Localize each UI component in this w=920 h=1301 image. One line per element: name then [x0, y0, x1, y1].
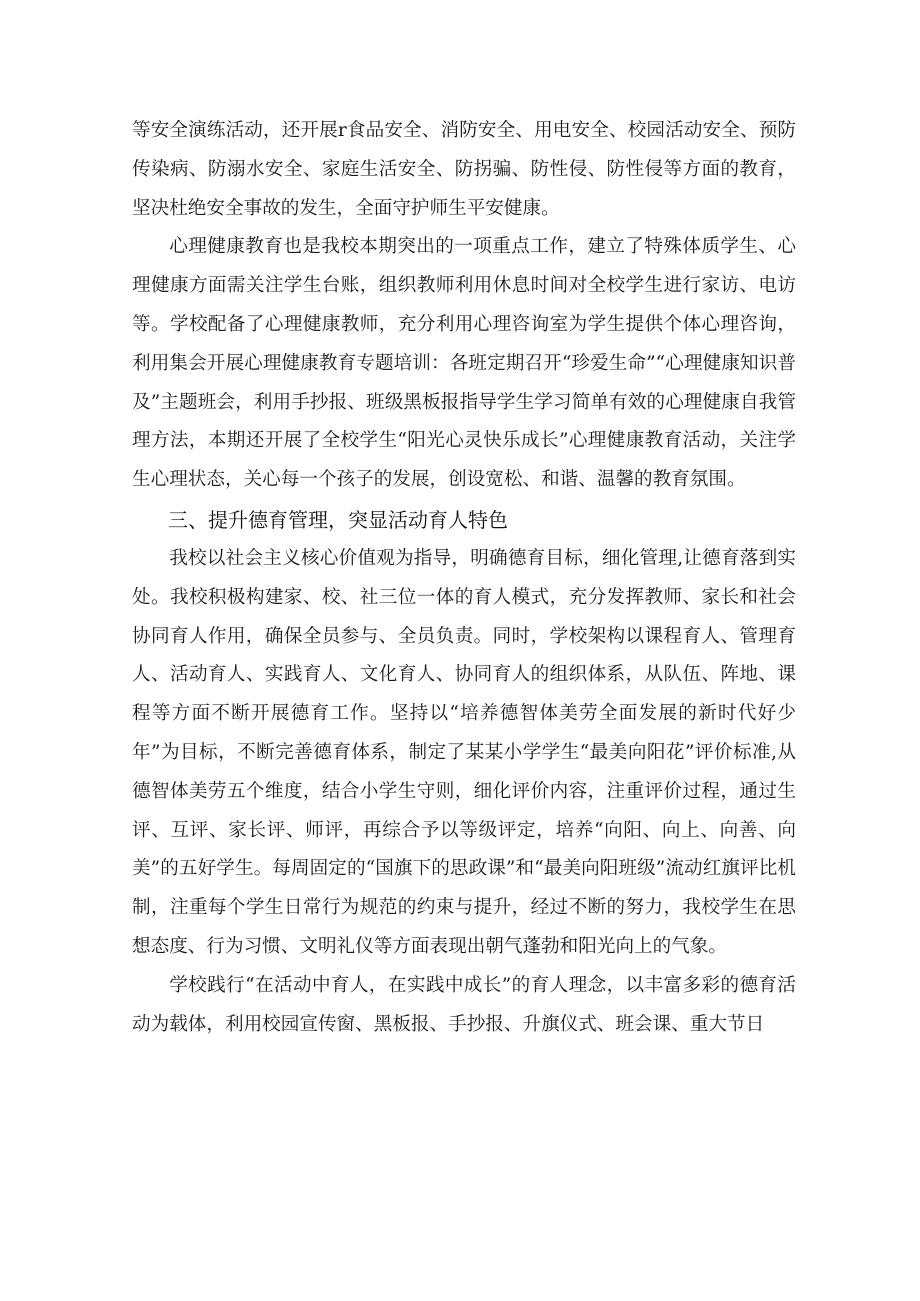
- paragraph-activity-education: 学校践行“在活动中育人，在实践中成长”的育人理念，以丰富多彩的德育活动为载体，利用校园宣传窗、黑板报、手抄报、升旗仪式、班会课、重大节日: [132, 974, 796, 1035]
- paragraph-safety-education: 等安全演练活动，还开展r食品安全、消防安全、用电安全、校园活动安全、预防传染病、防溺水安全、家庭生活安全、防拐骗、防性侵、防性侵等方面的教育，坚决杜绝安全事故的发生，全面守护师生平安健康。: [132, 120, 796, 219]
- paragraph-moral-education: 我校以社会主义核心价值观为指导，明确德育目标，细化管理,让德育落到实处。我校积极构建家、校、社三位一体的育人模式，充分发挥教师、家长和社会协同育人作用，确保全员参与、全员负责。同时，学校架构以课程育人、管理育人、活动育人、实践育人、文化育人、协同育人的组织体系，从队伍、阵地、课程等方面不断开展德育工作。坚持以“培养德智体美劳全面发展的新时代好少年”为目标，不断完善德育体系，制定了某某小学学生“最美向阳花”评价标准,从德智体美劳五个维度，结合小学生守则，细化评价内容，注重评价过程，通过生评、互评、家长评、师评，再综合予以等级评定，培养“向阳、向上、向善、向美”的五好学生。每周固定的“国旗下的思政课”和“最美向阳班级”流动红旗评比机制，注重每个学生日常行为规范的约束与提升，经过不断的努力，我校学生在思想态度、行为习惯、文明礼仪等方面表现出朝气蓬勃和阳光向上的气象。: [132, 547, 796, 957]
- section-heading: 三、提升德育管理，突显活动育人特色: [168, 507, 508, 532]
- paragraph-mental-health: 心理健康教育也是我校本期突出的一项重点工作，建立了特殊体质学生、心理健康方面需关注学生台账，组织教师利用休息时间对全校学生进行家访、电访等。学校配备了心理健康教师，充分利用心理咨询室为学生提供个体心理咨询，利用集会开展心理健康教育专题培训：各班定期召开“珍爱生命”“心理健康知识普及”主题班会，利用手抄报、班级黑板报指导学生学习简单有效的心理健康自我管理方法，本期还开展了全校学生“阳光心灵快乐成长”心理健康教育活动，关注学生心理状态，关心每一个孩子的发展，创设宽松、和谐、温馨的教育氛围。: [132, 236, 796, 491]
- document-page: [132, 112, 796, 1044]
